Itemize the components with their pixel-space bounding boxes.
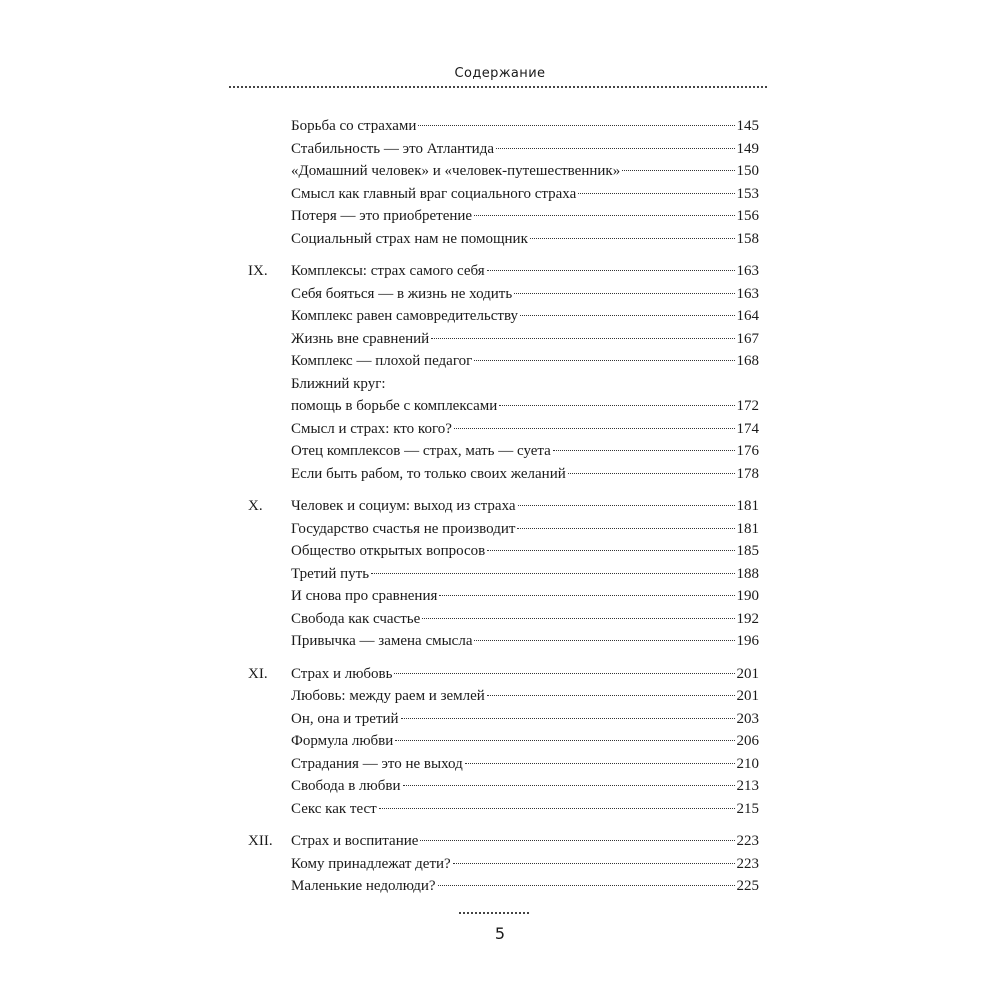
toc-entry-text: Отец комплексов — страх, мать — суета: [291, 443, 551, 459]
toc-entry[interactable]: [248, 115, 759, 138]
toc-page-number: 158: [736, 230, 759, 247]
table-of-contents: [248, 115, 759, 908]
dot-leader: [553, 450, 735, 451]
toc-page-number: 168: [736, 353, 759, 369]
toc-page-number: 213: [736, 778, 759, 794]
toc-entry-text: Смысл как главный враг социального страха: [291, 185, 577, 202]
page-number: 5: [494, 924, 506, 943]
dot-leader: [474, 360, 734, 361]
dot-leader: [568, 473, 735, 474]
dot-leader: [578, 193, 734, 194]
toc-entry-title: [291, 540, 759, 563]
toc-entry[interactable]: [248, 775, 759, 798]
toc-entry-line: [291, 663, 759, 686]
toc-entry-line: [291, 138, 759, 161]
chapter-number: IX.: [248, 263, 268, 279]
toc-entry[interactable]: [248, 830, 759, 853]
toc-entry-title: [291, 518, 759, 541]
toc-entry-text: Человек и социум: выход из страха: [291, 498, 516, 514]
toc-entry-title: [291, 160, 759, 183]
toc-page-number: 190: [736, 588, 759, 604]
toc-entry-title: [291, 798, 759, 821]
toc-entry-line: [291, 730, 759, 753]
toc-entry-line: [291, 463, 759, 486]
toc-entry-title: [291, 685, 759, 708]
dot-leader: [453, 863, 735, 864]
toc-entry-title: [291, 418, 759, 441]
chapter-number: XII.: [248, 833, 273, 849]
toc-entry[interactable]: [248, 753, 759, 776]
toc-entry-line: [291, 115, 759, 138]
toc-entry-line: [291, 495, 759, 518]
toc-entry-title: [291, 563, 759, 586]
toc-entry-line: [291, 585, 759, 608]
toc-entry-line: [291, 283, 759, 306]
toc-page-number: 167: [736, 330, 759, 347]
toc-page-number: 225: [736, 878, 759, 894]
header-dotted-rule: [229, 86, 767, 88]
toc-entry-text: Секс как тест: [291, 800, 377, 817]
toc-page-number: 223: [736, 855, 759, 872]
toc-entry[interactable]: [248, 663, 759, 686]
toc-entry-line: [291, 708, 759, 731]
toc-entry-text: Если быть рабом, то только своих желаний: [291, 465, 566, 482]
toc-entry-line: [291, 395, 759, 418]
dot-leader: [517, 528, 734, 529]
toc-page-number: 145: [736, 118, 759, 134]
dot-leader: [487, 270, 735, 271]
toc-entry[interactable]: [248, 328, 759, 351]
toc-entry-line: [291, 798, 759, 821]
toc-entry-line: [291, 753, 759, 776]
chapter-number: X.: [248, 498, 263, 514]
toc-entry-text: Кому принадлежат дети?: [291, 855, 451, 872]
dot-leader: [438, 885, 735, 886]
toc-entry-line: [291, 830, 759, 853]
toc-entry[interactable]: [248, 563, 759, 586]
toc-entry-title: [291, 183, 759, 206]
toc-entry[interactable]: [248, 853, 759, 876]
toc-entry-title: [291, 853, 759, 876]
toc-page-number: 188: [736, 565, 759, 582]
toc-entry-line: [291, 853, 759, 876]
toc-entry-text: Свобода в любви: [291, 778, 401, 794]
toc-entry-line: [291, 518, 759, 541]
toc-entry-line: [291, 540, 759, 563]
toc-entry[interactable]: [248, 608, 759, 631]
toc-entry-text: Социальный страх нам не помощник: [291, 230, 528, 247]
toc-entry-title: [291, 608, 759, 631]
toc-entry-title: [291, 630, 759, 653]
toc-entry-line: [291, 160, 759, 183]
toc-entry[interactable]: [248, 585, 759, 608]
toc-entry-line: [291, 305, 759, 328]
toc-entry-line: [291, 440, 759, 463]
toc-entry-text: Смысл и страх: кто кого?: [291, 420, 452, 437]
toc-page-number: 201: [736, 665, 759, 682]
toc-entry-title: [291, 830, 759, 853]
toc-section: [248, 115, 759, 250]
toc-page-number: 196: [736, 633, 759, 649]
toc-entry-title: [291, 440, 759, 463]
dot-leader: [401, 718, 735, 719]
dot-leader: [465, 763, 735, 764]
toc-entry-line: [291, 608, 759, 631]
toc-entry[interactable]: [248, 708, 759, 731]
dot-leader: [454, 428, 735, 429]
dot-leader: [371, 573, 734, 574]
toc-entry-text: Государство счастья не производит: [291, 520, 516, 537]
toc-entry[interactable]: [248, 138, 759, 161]
toc-entry-title: [291, 663, 759, 686]
dot-leader: [474, 215, 734, 216]
toc-entry-text: Ближний круг:: [291, 375, 386, 392]
toc-entry-text: Любовь: между раем и землей: [291, 688, 485, 704]
toc-entry[interactable]: [248, 205, 759, 228]
toc-entry[interactable]: [248, 875, 759, 898]
toc-entry-line: [291, 418, 759, 441]
toc-entry-text: И снова про сравнения: [291, 588, 438, 604]
dot-leader: [379, 808, 735, 809]
toc-entry-text: Себя бояться — в жизнь не ходить: [291, 285, 513, 302]
toc-page-number: 206: [736, 733, 759, 749]
toc-page-number: 203: [736, 710, 759, 727]
toc-entry-text: Маленькие недолюди?: [291, 878, 436, 894]
toc-page-number: 163: [736, 263, 759, 279]
toc-entry-line: [291, 328, 759, 351]
toc-section: [248, 830, 759, 898]
toc-entry-title: [291, 753, 759, 776]
toc-entry[interactable]: [248, 540, 759, 563]
toc-entry-text: помощь в борьбе с комплексами: [291, 398, 498, 414]
toc-entry[interactable]: [248, 495, 759, 518]
dot-leader: [518, 505, 735, 506]
toc-entry[interactable]: [248, 630, 759, 653]
toc-page-number: 192: [736, 610, 759, 627]
dot-leader: [395, 740, 734, 741]
toc-section: [248, 495, 759, 653]
dot-leader: [499, 405, 734, 406]
toc-page-number: 164: [736, 308, 759, 324]
dot-leader: [487, 695, 735, 696]
toc-page-number: 181: [736, 498, 759, 514]
toc-entry[interactable]: [248, 463, 759, 486]
dot-leader: [403, 785, 735, 786]
toc-entry-line: [291, 350, 759, 373]
toc-entry[interactable]: [248, 305, 759, 328]
dot-leader: [439, 595, 734, 596]
toc-entry-line: [291, 875, 759, 898]
toc-entry[interactable]: [248, 518, 759, 541]
toc-entry[interactable]: [248, 418, 759, 441]
toc-entry-line: [291, 685, 759, 708]
toc-entry-title: [291, 228, 759, 251]
dot-leader: [514, 293, 734, 294]
page-header-title: Содержание: [454, 66, 546, 81]
toc-entry-text: Стабильность — это Атлантида: [291, 140, 494, 157]
dot-leader: [431, 338, 734, 339]
dot-leader: [418, 125, 734, 126]
toc-page-number: 181: [736, 520, 759, 537]
toc-page-number: 156: [736, 208, 759, 224]
toc-entry[interactable]: [248, 440, 759, 463]
toc-entry-text: Жизнь вне сравнений: [291, 330, 430, 347]
toc-entry[interactable]: [248, 283, 759, 306]
dot-leader: [530, 238, 735, 239]
toc-page-number: 201: [736, 688, 759, 704]
toc-entry-line: [291, 630, 759, 653]
toc-entry-text: Комплексы: страх самого себя: [291, 263, 485, 279]
toc-entry-title: [291, 115, 759, 138]
toc-entry-title: [291, 708, 759, 731]
toc-entry-line: [291, 373, 759, 396]
toc-page-number: 215: [736, 800, 759, 817]
toc-section: [248, 260, 759, 485]
toc-entry-line: [291, 183, 759, 206]
toc-entry-text: Комплекс — плохой педагог: [291, 353, 473, 369]
dot-leader: [420, 840, 734, 841]
dot-leader: [520, 315, 734, 316]
toc-page-number: 163: [736, 285, 759, 302]
toc-page-number: 185: [736, 543, 759, 559]
toc-entry-line: [291, 260, 759, 283]
toc-section: [248, 663, 759, 821]
toc-page-number: 153: [736, 185, 759, 202]
dot-leader: [622, 170, 734, 171]
toc-entry[interactable]: [248, 260, 759, 283]
toc-entry[interactable]: [248, 350, 759, 373]
toc-entry-title: [291, 328, 759, 351]
toc-entry-text: Страх и любовь: [291, 665, 393, 682]
toc-entry-title: [291, 730, 759, 753]
toc-page-number: 223: [736, 833, 759, 849]
toc-entry-title: [291, 373, 759, 418]
dot-leader: [496, 148, 735, 149]
toc-entry-title: [291, 463, 759, 486]
toc-entry[interactable]: [248, 160, 759, 183]
dot-leader: [487, 550, 734, 551]
toc-entry-text: Формула любви: [291, 733, 394, 749]
dot-leader: [474, 640, 734, 641]
toc-entry[interactable]: [248, 798, 759, 821]
toc-entry-text: Третий путь: [291, 565, 370, 582]
toc-entry-line: [291, 228, 759, 251]
toc-entry[interactable]: [248, 228, 759, 251]
toc-page-number: 176: [736, 443, 759, 459]
toc-entry[interactable]: [248, 685, 759, 708]
toc-entry-title: [291, 283, 759, 306]
toc-page-number: 210: [736, 755, 759, 772]
toc-entry-title: [291, 775, 759, 798]
toc-entry-title: [291, 260, 759, 283]
toc-entry-text: Потеря — это приобретение: [291, 208, 473, 224]
toc-entry-title: [291, 875, 759, 898]
toc-entry-text: Он, она и третий: [291, 710, 399, 727]
toc-page-number: 174: [736, 420, 759, 437]
toc-entry-title: [291, 495, 759, 518]
toc-entry[interactable]: [248, 373, 759, 418]
toc-page-number: 172: [736, 398, 759, 414]
toc-entry-text: Страдания — это не выход: [291, 755, 463, 772]
toc-entry-text: Страх и воспитание: [291, 833, 419, 849]
toc-page-number: 149: [736, 140, 759, 157]
toc-entry-line: [291, 205, 759, 228]
toc-entry-text: Привычка — замена смысла: [291, 633, 473, 649]
footer-dotted-rule: [459, 912, 529, 914]
toc-entry[interactable]: [248, 730, 759, 753]
toc-entry[interactable]: [248, 183, 759, 206]
dot-leader: [422, 618, 734, 619]
chapter-number: XI.: [248, 665, 268, 682]
toc-entry-text: Борьба со страхами: [291, 118, 417, 134]
toc-entry-title: [291, 305, 759, 328]
toc-page-number: 178: [736, 465, 759, 482]
toc-page-number: 150: [736, 163, 759, 179]
toc-entry-title: [291, 585, 759, 608]
toc-entry-text: Комплекс равен самовредительству: [291, 308, 519, 324]
toc-entry-line: [291, 563, 759, 586]
toc-entry-text: Свобода как счастье: [291, 610, 421, 627]
toc-entry-title: [291, 350, 759, 373]
toc-entry-text: «Домашний человек» и «человек-путешественник»: [291, 163, 621, 179]
toc-entry-line: [291, 775, 759, 798]
toc-entry-title: [291, 205, 759, 228]
dot-leader: [394, 673, 734, 674]
toc-entry-title: [291, 138, 759, 161]
toc-entry-text: Общество открытых вопросов: [291, 543, 486, 559]
